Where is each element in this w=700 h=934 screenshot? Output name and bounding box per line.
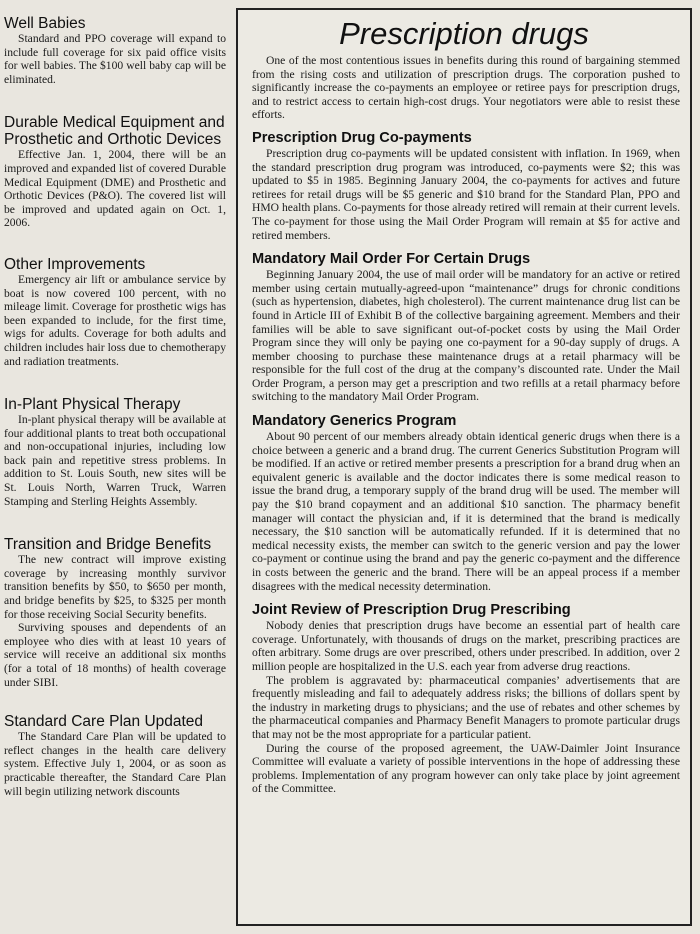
standard-care-section bbox=[4, 713, 226, 798]
transition-heading: Transition and Bridge Benefits bbox=[4, 536, 212, 554]
well-babies-section bbox=[4, 15, 226, 86]
other-improvements-heading: Other Improvements bbox=[4, 255, 146, 273]
dme-text: Effective Jan. 1, 2004, there will be an improved and expanded list of covered Durable Medical Equipment (DME) and Prosthetic and Orthotic Devices (P&O). The covered list will be improved and updated again on Oct. 1, 2006. bbox=[4, 148, 226, 230]
transition-text-2: Surviving spouses and dependents of an employee who dies with at least 10 years of service will receive an additional six months (for a total of 18 months) of health coverage under SIBI. bbox=[4, 621, 226, 689]
other-improvements-section bbox=[4, 256, 226, 368]
well-babies-text: Standard and PPO coverage will expand to include full coverage for six paid office visits for well babies. The $100 well baby cap will be eliminated. bbox=[4, 32, 226, 86]
transition-section bbox=[4, 536, 226, 689]
left-column bbox=[4, 12, 226, 798]
dme-heading: Durable Medical Equipment and Prosthetic and Orthotic Devices bbox=[4, 114, 225, 149]
dme-section bbox=[4, 114, 226, 230]
generics-heading: Mandatory Generics Program bbox=[252, 413, 457, 430]
joint-review-text-2: The problem is aggravated by: pharmaceutical companies’ advertisements that are frequently misleading and fail to adequately address risks; the billions of dollars spent by the industry in marketing drugs to physicians; and the use of rebates and other schemes by the pharmaceutical companies and Pharmacy Benefit Managers to promote particular drugs that may not be the most appropriate for a particular patient. bbox=[252, 673, 680, 741]
other-improvements-text: Emergency air lift or ambulance service by boat is now covered 100 percent, with no mileage limit. Coverage for prosthetic wigs has been expanded to include, for the first time, wigs for adults. Coverage for both adults and children includes hair loss due to chemotherapy and radiation treatments. bbox=[4, 272, 226, 368]
joint-review-heading: Joint Review of Prescription Drug Prescribing bbox=[252, 602, 571, 619]
copay-text: Prescription drug co-payments will be updated consistent with inflation. In 1969, when the standard prescription drug program was introduced, co-payments were $2; this was updated to $5 in 1985. Beginning January 2004, the co-payments for actives and future retirees for retail drugs will be $5 generic and $10 brand for the Standard Plan, PPO and HMO health plans. Co-payments for those already retired will remain at their current levels. The co-payment for those using the Mail Order Program will remain at $5 for active and retired members. bbox=[252, 146, 680, 242]
joint-review-text-1: Nobody denies that prescription drugs have become an essential part of health care coverage. Unfortunately, with thousands of drugs on the market, prescribing practices are often arbitrary. Some drugs are over prescribed, others under prescribed. In addition, over 2 million people are hospitalized in the U.S. each year from adverse drug reactions. bbox=[252, 619, 680, 673]
mail-order-text: Beginning January 2004, the use of mail order will be mandatory for an active or retired member using certain mutually-agreed-upon “maintenance” drugs for chronic conditions (such as hypertension, diabetes, high cholesterol). The current maintenance drug list can be found in Article III of Exhibit B of the collective bargaining agreement. Members and their families will be able to save significant out-of-pocket costs by using the Mail Order Program since they will only be paying one co-payment for a 90-day supply of drugs. A member choosing to purchase these maintenance drugs at a retail pharmacy will be responsible for the full cost of the drug at the company’s discounted rate. Under the Mail Order Program, a person may get a prescription and two refills at a retail pharmacy before switching to the mandatory Mail Order Program. bbox=[252, 268, 680, 404]
prescription-drugs-box bbox=[236, 8, 692, 926]
transition-text-1: The new contract will improve existing coverage by increasing monthly survivor transition benefits by $50, to $650 per month, and bridge benefits by $25, to $325 per month for those receiving Social Security benefits. bbox=[4, 553, 226, 621]
prescription-intro: One of the most contentious issues in benefits during this round of bargaining stemmed from the rising costs and utilization of prescription drugs. The corporation pushed to significantly increase the co-payments an employee or retiree pays for prescription drugs, and to restrict access to certain high-cost drugs. Your negotiators were able to resist these efforts. bbox=[252, 54, 680, 122]
mail-order-heading: Mandatory Mail Order For Certain Drugs bbox=[252, 251, 531, 268]
in-plant-text: In-plant physical therapy will be available at four additional plants to treat both occupational and non-occupational injuries, including low back pain and repetitive stress problems. In addition to St. Louis South, new sites will be St. Louis North, Warren Truck, Warren Stamping and Sterling Heights Assembly. bbox=[4, 413, 226, 508]
standard-care-text: The Standard Care Plan will be updated to reflect changes in the health care delivery system. Effective July 1, 2004, or as soon as practicable thereafter, the Standard Care Plan will begin utilizing network discounts bbox=[4, 730, 226, 798]
generics-text: About 90 percent of our members already obtain identical generic drugs when there is a choice between a generic and a brand drug. The current Generics Substitution Program will be modified. If an active or retired member presents a prescription for a brand drug when an equivalent generic is available and the doctor indicates there is some medical reason to issue the brand drug, a temporary supply of the brand drug will be used. The member will pay the $10 brand copayment and an additional $10 sanction. The pharmacy benefit manager will contact the physician and, if it is determined that the brand is medically necessary, the $10 sanction will be automatically refunded. If it is determined that no medical necessity exists, the member can switch to the generic version and pay the lower co-payment or continue using the brand and pay the generic co-payment and the difference in costs between the generic and the brand. There will be an appeal process if a member disagrees with the medical necessity determination. bbox=[252, 430, 680, 593]
copay-heading: Prescription Drug Co-payments bbox=[252, 129, 472, 146]
in-plant-section bbox=[4, 396, 226, 508]
standard-care-heading: Standard Care Plan Updated bbox=[4, 713, 204, 731]
in-plant-heading: In-Plant Physical Therapy bbox=[4, 396, 181, 414]
well-babies-heading: Well Babies bbox=[4, 15, 86, 32]
joint-review-text-3: During the course of the proposed agreement, the UAW-Daimler Joint Insurance Committee will evaluate a variety of possible interventions in the hope of addressing these problems. Implementation of any program however can only take place by joint agreement of the Committee. bbox=[252, 741, 680, 796]
prescription-drugs-title: Prescription drugs bbox=[339, 16, 589, 51]
